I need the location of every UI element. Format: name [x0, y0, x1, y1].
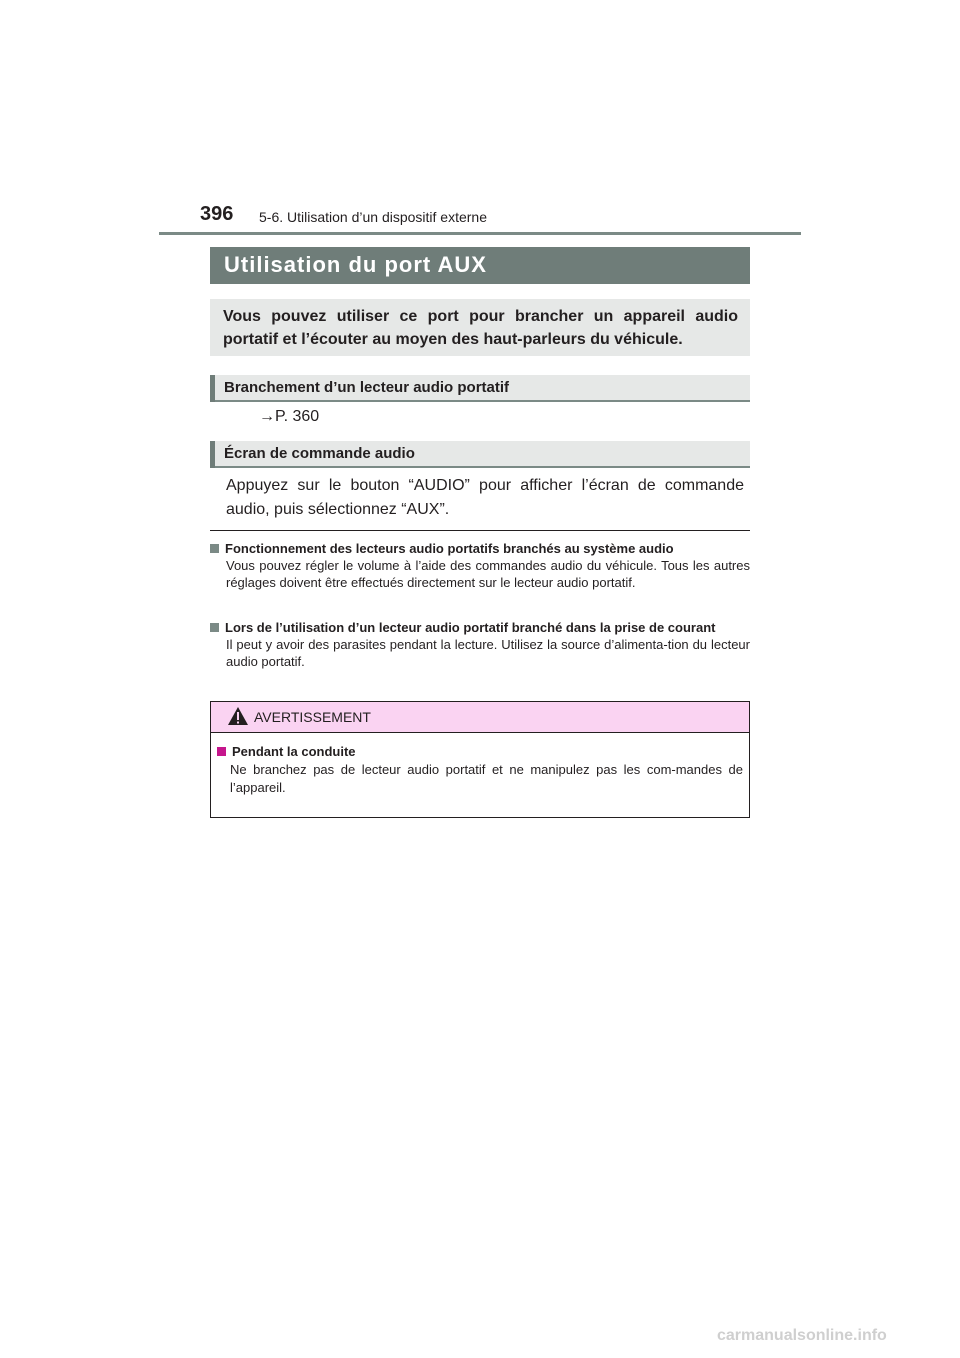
note-heading [210, 540, 750, 557]
warning-heading-text: Pendant la conduite [232, 744, 356, 759]
page-number: 396 [200, 203, 234, 225]
note-heading [210, 619, 750, 636]
square-bullet-icon [217, 747, 226, 756]
warning-content [211, 743, 749, 797]
watermark: carmanualsonline.info [717, 1327, 887, 1344]
section-heading-audio-screen: Écran de commande audio [210, 441, 750, 468]
note-heading-text: Fonctionnement des lecteurs audio portatifs branchés au système audio [225, 541, 674, 556]
section-reference: 5-6. Utilisation d’un dispositif externe [259, 209, 488, 225]
warning-body: Ne branchez pas de lecteur audio portatif et ne manipulez pas les com-mandes de l’appareil. [230, 762, 743, 795]
intro-summary: Vous pouvez utiliser ce port pour brancher un appareil audio portatif et l’écouter au moyen des haut-parleurs du véhicule. [210, 299, 750, 356]
note-item [210, 540, 750, 591]
note-item [210, 619, 750, 670]
note-body: Vous pouvez régler le volume à l’aide des commandes audio du véhicule. Tous les autres réglages doivent être effectués directement sur le lecteur audio portatif. [226, 558, 750, 590]
square-bullet-icon [210, 544, 219, 553]
section-heading-connection: Branchement d’un lecteur audio portatif [210, 375, 750, 402]
square-bullet-icon [210, 623, 219, 632]
note-body: Il peut y avoir des parasites pendant la lecture. Utilisez la source d’alimenta-tion du lecteur audio portatif. [226, 637, 750, 669]
page-title: Utilisation du port AUX [210, 247, 750, 284]
note-heading-text: Lors de l’utilisation d’un lecteur audio portatif branché dans la prise de courant [225, 620, 716, 635]
warning-box [210, 701, 750, 818]
warning-title: AVERTISSEMENT [254, 709, 371, 725]
audio-screen-instructions: Appuyez sur le bouton “AUDIO” pour afficher l’écran de commande audio, puis sélectionnez “AUX”. [226, 477, 744, 518]
notes-divider [210, 530, 750, 531]
warning-triangle-icon [227, 706, 249, 731]
warning-heading [214, 743, 749, 761]
header-divider [159, 232, 801, 235]
page-cross-reference[interactable]: →P. 360 [259, 408, 320, 425]
warning-header [211, 702, 749, 733]
